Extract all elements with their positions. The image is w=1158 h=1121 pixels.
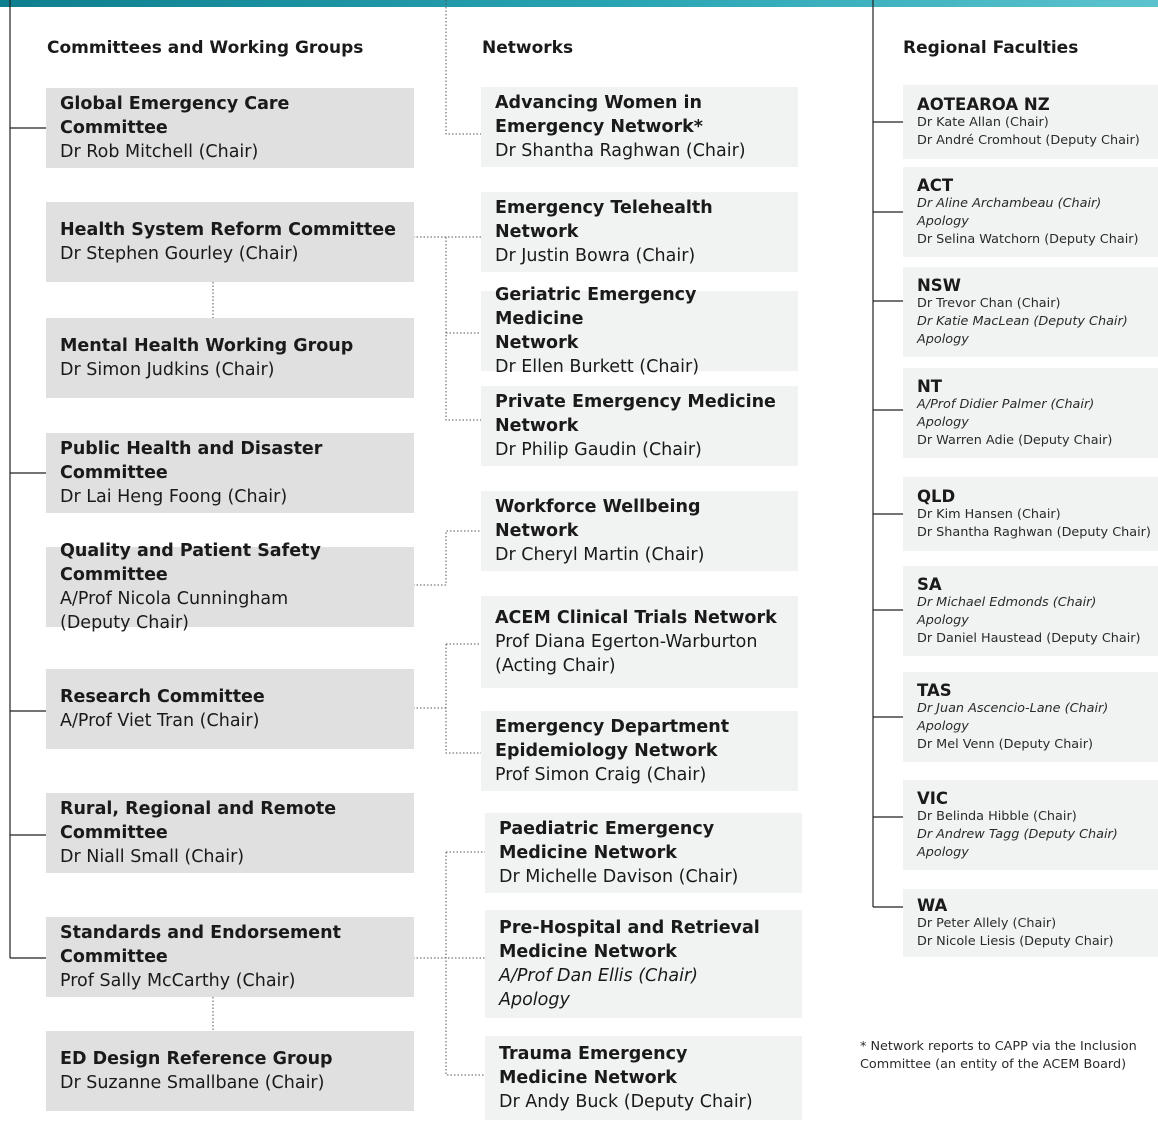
faculty-member: Dr Daniel Haustead (Deputy Chair) bbox=[917, 630, 1141, 646]
network-dotted-link bbox=[413, 531, 481, 585]
faculty-member: Apology bbox=[917, 331, 969, 347]
network-dotted-link bbox=[446, 0, 481, 134]
faculty-box-wa bbox=[903, 889, 1158, 957]
committee-chair: Dr Niall Small (Chair) bbox=[60, 847, 245, 867]
faculty-name: TAS bbox=[917, 680, 952, 700]
faculty-box-tas bbox=[903, 672, 1158, 762]
network-title: Emergency Department bbox=[495, 717, 730, 737]
faculty-member: Dr Andrew Tagg (Deputy Chair) bbox=[917, 826, 1118, 842]
committee-chair: (Deputy Chair) bbox=[60, 613, 189, 633]
network-title: Trauma Emergency bbox=[499, 1044, 688, 1064]
committee-box bbox=[46, 433, 414, 513]
network-title: Paediatric Emergency bbox=[499, 819, 715, 839]
faculty-box-nsw bbox=[903, 267, 1158, 357]
network-box bbox=[481, 285, 798, 377]
network-title: Medicine Network bbox=[499, 942, 677, 962]
committee-title: Quality and Patient Safety Committee bbox=[60, 541, 321, 585]
faculty-member: Dr Mel Venn (Deputy Chair) bbox=[917, 736, 1093, 752]
faculty-member: Dr André Cromhout (Deputy Chair) bbox=[917, 132, 1140, 148]
committee-chair: Dr Stephen Gourley (Chair) bbox=[60, 244, 299, 264]
committee-title: ED Design Reference Group bbox=[60, 1049, 333, 1069]
network-box bbox=[481, 596, 798, 688]
faculty-name: NSW bbox=[917, 275, 961, 295]
network-title: Geriatric Emergency Medicine bbox=[495, 285, 697, 329]
network-title: Epidemiology Network bbox=[495, 741, 718, 761]
faculty-member: Dr Trevor Chan (Chair) bbox=[917, 295, 1061, 311]
faculty-member: Dr Michael Edmonds (Chair) bbox=[917, 594, 1097, 610]
faculty-box-nt bbox=[903, 368, 1158, 458]
committee-box bbox=[46, 917, 414, 997]
network-title: Medicine Network bbox=[499, 1068, 677, 1088]
committee-chair: Dr Lai Heng Foong (Chair) bbox=[60, 487, 288, 507]
faculty-member: Dr Selina Watchorn (Deputy Chair) bbox=[917, 231, 1139, 247]
faculty-name: WA bbox=[917, 895, 948, 915]
committee-box bbox=[46, 88, 414, 168]
faculty-name: ACT bbox=[917, 175, 954, 195]
committee-title: Standards and Endorsement Committee bbox=[60, 923, 341, 967]
faculty-member: Dr Warren Adie (Deputy Chair) bbox=[917, 432, 1113, 448]
network-title: Emergency Network* bbox=[495, 117, 703, 137]
network-box bbox=[481, 87, 798, 167]
committee-chair: Prof Sally McCarthy (Chair) bbox=[60, 971, 296, 991]
network-box bbox=[481, 386, 798, 466]
committee-title: Research Committee bbox=[60, 687, 265, 707]
network-chair: Dr Justin Bowra (Chair) bbox=[495, 246, 696, 266]
network-title: Medicine Network bbox=[499, 843, 677, 863]
committee-chair: Dr Simon Judkins (Chair) bbox=[60, 360, 275, 380]
committees-heading: Committees and Working Groups bbox=[47, 38, 364, 58]
committee-chair: Dr Rob Mitchell (Chair) bbox=[60, 142, 259, 162]
committee-title: Public Health and Disaster Committee bbox=[60, 439, 323, 483]
faculty-member: Dr Katie MacLean (Deputy Chair) bbox=[917, 313, 1128, 329]
network-dotted-link bbox=[446, 852, 485, 1075]
faculty-box-act bbox=[903, 167, 1158, 257]
network-title: Private Emergency Medicine bbox=[495, 392, 776, 412]
committee-title: Mental Health Working Group bbox=[60, 336, 354, 356]
committee-title: Health System Reform Committee bbox=[60, 220, 396, 240]
network-chair: Dr Andy Buck (Deputy Chair) bbox=[499, 1092, 753, 1112]
committee-box bbox=[46, 793, 414, 873]
network-dotted-link bbox=[446, 237, 481, 420]
network-chair: Dr Shantha Raghwan (Chair) bbox=[495, 141, 746, 161]
faculty-name: SA bbox=[917, 574, 942, 594]
network-box bbox=[485, 813, 802, 893]
footnote: * Network reports to CAPP via the Inclusion Committee (an entity of the ACEM Board) bbox=[860, 1039, 1137, 1072]
network-title: Network bbox=[495, 416, 579, 436]
faculty-member: Apology bbox=[917, 213, 969, 229]
network-box bbox=[481, 192, 798, 272]
faculty-member: Dr Kim Hansen (Chair) bbox=[917, 506, 1061, 522]
faculty-member: Apology bbox=[917, 718, 969, 734]
faculty-name: VIC bbox=[917, 788, 949, 808]
committee-box bbox=[46, 1031, 414, 1111]
network-chair: Dr Cheryl Martin (Chair) bbox=[495, 545, 705, 565]
network-title: ACEM Clinical Trials Network bbox=[495, 608, 777, 628]
faculty-member: Dr Belinda Hibble (Chair) bbox=[917, 808, 1077, 824]
faculty-member: Apology bbox=[917, 612, 969, 628]
committee-box bbox=[46, 541, 414, 633]
network-title: Emergency Telehealth Network bbox=[495, 198, 713, 242]
committee-chair: A/Prof Viet Tran (Chair) bbox=[60, 711, 260, 731]
faculties-heading: Regional Faculties bbox=[903, 38, 1079, 58]
faculty-member: Dr Kate Allan (Chair) bbox=[917, 114, 1049, 130]
faculty-member: A/Prof Didier Palmer (Chair) bbox=[917, 396, 1095, 412]
network-box bbox=[485, 1036, 802, 1120]
faculty-member: Dr Nicole Liesis (Deputy Chair) bbox=[917, 933, 1114, 949]
faculty-box-aotearoa-nz bbox=[903, 85, 1158, 159]
faculty-name: NT bbox=[917, 376, 943, 396]
faculty-member: Apology bbox=[917, 844, 969, 860]
faculty-name: AOTEAROA NZ bbox=[917, 94, 1050, 114]
faculty-box-sa bbox=[903, 566, 1158, 656]
faculty-name: QLD bbox=[917, 486, 956, 506]
network-box bbox=[481, 711, 798, 791]
committee-box bbox=[46, 318, 414, 398]
network-title: Pre-Hospital and Retrieval bbox=[499, 918, 760, 938]
committee-chair: Dr Suzanne Smallbane (Chair) bbox=[60, 1073, 325, 1093]
network-title: Advancing Women in bbox=[495, 93, 703, 113]
network-title: Network bbox=[495, 333, 579, 353]
network-chair: Apology bbox=[499, 990, 570, 1010]
faculty-member: Dr Aline Archambeau (Chair) bbox=[917, 195, 1102, 211]
faculty-box-vic bbox=[903, 780, 1158, 870]
network-box bbox=[481, 491, 798, 571]
faculty-member: Apology bbox=[917, 414, 969, 430]
committee-title: Global Emergency Care Committee bbox=[60, 94, 290, 138]
network-chair: Prof Simon Craig (Chair) bbox=[495, 765, 707, 785]
networks-heading: Networks bbox=[482, 38, 574, 58]
faculty-member: Dr Shantha Raghwan (Deputy Chair) bbox=[917, 524, 1151, 540]
network-dotted-link bbox=[446, 644, 481, 753]
committee-box bbox=[46, 669, 414, 749]
network-box bbox=[485, 910, 802, 1018]
committee-title: Rural, Regional and Remote Committee bbox=[60, 799, 337, 843]
committee-box bbox=[46, 202, 414, 282]
network-chair: A/Prof Dan Ellis (Chair) bbox=[499, 966, 698, 986]
network-chair: Prof Diana Egerton-Warburton bbox=[495, 632, 758, 652]
faculty-member: Dr Juan Ascencio-Lane (Chair) bbox=[917, 700, 1109, 716]
committee-chair: A/Prof Nicola Cunningham bbox=[60, 589, 289, 609]
network-title: Workforce Wellbeing Network bbox=[495, 497, 701, 541]
faculty-box-qld bbox=[903, 477, 1158, 551]
network-chair: Dr Ellen Burkett (Chair) bbox=[495, 357, 700, 377]
faculty-member: Dr Peter Allely (Chair) bbox=[917, 915, 1057, 931]
network-chair: (Acting Chair) bbox=[495, 656, 616, 676]
network-chair: Dr Michelle Davison (Chair) bbox=[499, 867, 739, 887]
network-chair: Dr Philip Gaudin (Chair) bbox=[495, 440, 702, 460]
